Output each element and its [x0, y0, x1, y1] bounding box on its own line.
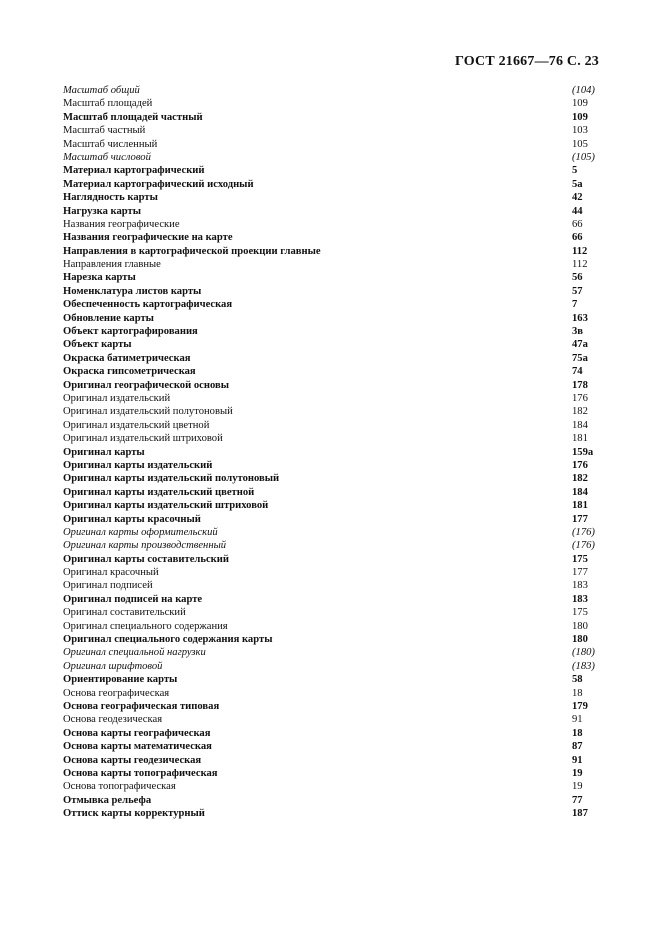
index-page-ref: 109 [572, 111, 588, 123]
index-entry [63, 392, 599, 405]
index-term: Названия географические на карте [63, 232, 233, 244]
index-entry [63, 138, 599, 151]
index-entry [63, 526, 599, 539]
index-page-ref: 159а [572, 446, 594, 458]
index-entry [63, 794, 599, 807]
index-page-ref: 91 [572, 714, 583, 726]
index-term: Масштаб площадей частный [63, 111, 203, 123]
index-page-ref: (105) [572, 151, 595, 163]
index-term: Обеспеченность картографическая [63, 299, 233, 311]
index-page-ref: 163 [572, 312, 588, 324]
page-header: ГОСТ 21667—76 С. 23 [455, 54, 599, 69]
index-entry [63, 606, 599, 619]
index-entry [63, 111, 599, 124]
index-page-ref: 109 [572, 98, 588, 110]
index-page-ref: 18 [572, 687, 583, 699]
index-entry [63, 365, 599, 378]
index-entry [63, 780, 599, 793]
index-entry [63, 164, 599, 177]
index-page-ref: 42 [572, 192, 583, 204]
index-term: Оригинал шрифтовой [63, 660, 163, 672]
index-page-ref: 57 [572, 285, 583, 297]
index-term: Оригинал специальной нагрузки [63, 647, 206, 659]
index-entry [63, 258, 599, 271]
index-entry [63, 539, 599, 552]
index-page-ref: (176) [572, 540, 595, 552]
index-term: Окраска гипсометрическая [63, 366, 196, 378]
index-entry [63, 513, 599, 526]
index-entry [63, 312, 599, 325]
index-page-ref: 187 [572, 808, 588, 820]
index-page-ref: 181 [572, 500, 588, 512]
index-page-ref: 75а [572, 352, 588, 364]
index-term: Направления в картографической проекции главные [63, 245, 321, 257]
index-entry [63, 767, 599, 780]
index-term: Оригинал карты оформительский [63, 526, 218, 538]
index-entry [63, 754, 599, 767]
index-term: Оттиск карты корректурный [63, 808, 205, 820]
index-page-ref: 183 [572, 593, 588, 605]
index-term: Основа географическая типовая [63, 700, 220, 712]
index-entry [63, 499, 599, 512]
index-term: Оригинал карты составительский [63, 553, 229, 565]
index-page-ref: 182 [572, 473, 588, 485]
index-page-ref: (176) [572, 526, 595, 538]
index-entry [63, 245, 599, 258]
index-page-ref: 56 [572, 272, 583, 284]
index-entry [63, 700, 599, 713]
index-term: Оригинал специального содержания [63, 620, 228, 632]
index-entry [63, 740, 599, 753]
index-page-ref: 178 [572, 379, 588, 391]
index-term: Оригинал издательский штриховой [63, 433, 223, 445]
index-term: Масштаб площадей [63, 98, 153, 110]
index-term: Масштаб общий [63, 85, 140, 96]
index-entry [63, 660, 599, 673]
index-term: Номенклатура листов карты [63, 285, 202, 297]
index-term: Объект картографирования [63, 326, 198, 338]
index-entry [63, 633, 599, 646]
index-page-ref: 112 [572, 245, 588, 257]
index-term: Направления главные [63, 259, 161, 271]
index-term: Основа карты географическая [63, 727, 211, 739]
index-page-ref: 58 [572, 674, 583, 686]
index-term: Масштаб числовой [63, 151, 151, 163]
index-term: Оригинал издательский цветной [63, 419, 210, 431]
index-term: Обновление карты [63, 312, 154, 324]
index-term: Оригинал карты издательский штриховой [63, 500, 269, 512]
index-entry [63, 298, 599, 311]
index-term: Основа карты геодезическая [63, 754, 202, 766]
index-page-ref: 179 [572, 700, 588, 712]
index-page-ref: 183 [572, 580, 588, 592]
index-term: Оригинал карты красочный [63, 513, 201, 525]
index-page-ref: 91 [572, 754, 583, 766]
index-page-ref: 112 [572, 259, 588, 271]
index-page-ref: 180 [572, 634, 588, 646]
index-entry [63, 673, 599, 686]
index-term: Объект карты [63, 339, 132, 351]
index-page-ref: (180) [572, 647, 595, 659]
index-term: Масштаб численный [63, 138, 158, 150]
index-entry [63, 379, 599, 392]
index-entry [63, 553, 599, 566]
index-entry [63, 352, 599, 365]
index-page-ref: 66 [572, 232, 583, 244]
index-page-ref: 87 [572, 741, 583, 753]
index-page-ref: 19 [572, 781, 583, 793]
index-term: Основа геодезическая [63, 714, 163, 726]
index-page-ref: 66 [572, 218, 583, 230]
index-term: Оригинал карты производственный [63, 540, 227, 552]
index-entry [63, 459, 599, 472]
index-term: Материал картографический [63, 165, 205, 177]
index-entry [63, 84, 599, 97]
index-entry [63, 446, 599, 459]
index-term: Оригинал издательский [63, 392, 171, 404]
index-entry [63, 432, 599, 445]
index-term: Оригинал издательский полутоновый [63, 406, 233, 418]
index-term: Масштаб частный [63, 125, 146, 137]
index-page-ref: 184 [572, 486, 588, 498]
index-page-ref: 103 [572, 125, 588, 137]
index-page-ref: 105 [572, 138, 588, 150]
index-entry [63, 579, 599, 592]
index-term: Оригинал карты издательский цветной [63, 486, 255, 498]
index-page-ref: 7 [572, 299, 578, 311]
index-entry [63, 566, 599, 579]
index-term: Основа карты математическая [63, 741, 212, 753]
index-term: Окраска батиметрическая [63, 352, 191, 364]
term-index-list [63, 84, 599, 820]
index-entry [63, 97, 599, 110]
index-term: Отмывка рельефа [63, 794, 152, 806]
index-entry [63, 338, 599, 351]
index-term: Наглядность карты [63, 192, 158, 204]
index-page-ref: 19 [572, 767, 583, 779]
index-term: Ориентирование карты [63, 674, 178, 686]
index-entry [63, 646, 599, 659]
index-term: Названия географические [63, 218, 180, 230]
index-page-ref: 5а [572, 178, 583, 190]
index-term: Нарезка карты [63, 272, 136, 284]
index-page-ref: 175 [572, 553, 588, 565]
index-page-ref: 176 [572, 392, 588, 404]
index-term: Оригинал карты издательский полутоновый [63, 473, 280, 485]
index-entry [63, 713, 599, 726]
index-page-ref: 18 [572, 727, 583, 739]
index-term: Оригинал составительский [63, 607, 186, 619]
index-entry [63, 178, 599, 191]
index-page-ref: 182 [572, 406, 588, 418]
index-entry [63, 419, 599, 432]
index-term: Оригинал карты [63, 446, 145, 458]
index-page-ref: 177 [572, 567, 588, 579]
index-entry [63, 271, 599, 284]
index-entry [63, 151, 599, 164]
index-page-ref: 77 [572, 794, 583, 806]
index-page-ref: 181 [572, 433, 588, 445]
index-page-ref: 180 [572, 620, 588, 632]
index-term: Оригинал подписей [63, 580, 153, 592]
index-page-ref: 5 [572, 165, 578, 177]
index-page-ref: 74 [572, 366, 583, 378]
index-entry [63, 325, 599, 338]
index-term: Оригинал специального содержания карты [63, 634, 273, 646]
index-page-ref: 176 [572, 459, 588, 471]
index-term: Оригинал географической основы [63, 379, 229, 391]
index-term: Основа карты топографическая [63, 767, 218, 779]
index-page-ref: 47а [572, 339, 588, 351]
index-entry [63, 687, 599, 700]
index-term: Нагрузка карты [63, 205, 142, 217]
index-page-ref: 175 [572, 607, 588, 619]
index-entry [63, 231, 599, 244]
index-entry [63, 205, 599, 218]
index-term: Оригинал карты издательский [63, 459, 213, 471]
index-entry [63, 486, 599, 499]
index-entry [63, 807, 599, 820]
index-page-ref: (104) [572, 85, 595, 96]
index-page-ref: 3в [572, 326, 584, 338]
index-entry [63, 727, 599, 740]
index-entry [63, 124, 599, 137]
index-entry [63, 191, 599, 204]
index-page-ref: 44 [572, 205, 583, 217]
index-entry [63, 405, 599, 418]
index-entry [63, 620, 599, 633]
index-entry [63, 593, 599, 606]
index-entry [63, 285, 599, 298]
index-term: Оригинал подписей на карте [63, 593, 203, 605]
index-page-ref: (183) [572, 660, 595, 672]
index-page-ref: 177 [572, 513, 588, 525]
index-term: Основа географическая [63, 687, 170, 699]
index-page-ref: 184 [572, 419, 588, 431]
index-entry [63, 472, 599, 485]
index-term: Материал картографический исходный [63, 178, 254, 190]
index-term: Оригинал красочный [63, 567, 159, 579]
index-entry [63, 218, 599, 231]
index-term: Основа топографическая [63, 781, 176, 793]
